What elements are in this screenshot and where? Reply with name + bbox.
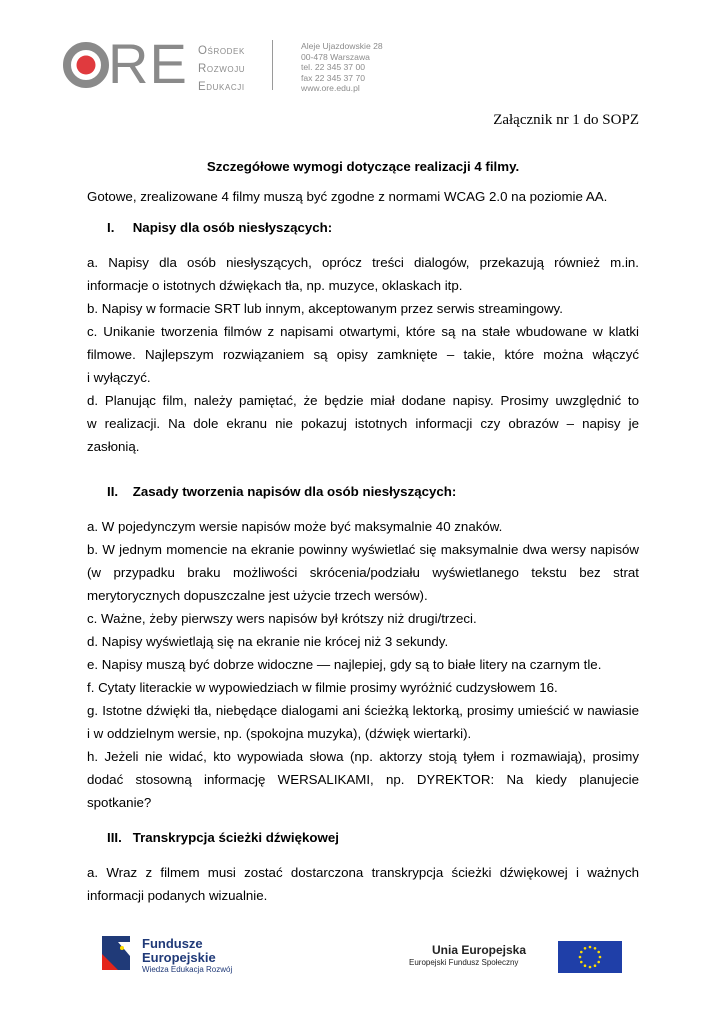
text-line: informacji podanych wizualnie. — [87, 888, 268, 903]
text-line: filmowe. Najlepszym rozwiązaniem są opisy zamknięte – takie, które można włączyć — [87, 347, 639, 362]
section-heading-3 — [107, 826, 339, 849]
text-line: spotkanie? — [87, 795, 152, 810]
annex-label: Załącznik nr 1 do SOPZ — [493, 112, 639, 128]
eu-title: Unia Europejska — [432, 943, 527, 957]
text-line: w realizacji. Na dole ekranu nie pokazuj istotnych informacji czy obrazów – napisy je — [87, 416, 639, 431]
text-line: a. Napisy dla osób niesłyszących, oprócz treści dialogów, przekazują również m.in. — [87, 255, 639, 270]
text-line: h. Jeżeli nie widać, kto wypowiada słowa (np. aktorzy stoją tyłem i rozmawiają), prosimy — [87, 749, 639, 764]
fe-title-line1: Fundusze — [142, 936, 203, 951]
section-title: Zasady tworzenia napisów dla osób niesłyszących: — [132, 484, 457, 499]
text-line: g. Istotne dźwięki tła, niebędące dialogami ani ścieżką lektorką, prosimy umieścić w nawiasie — [87, 703, 639, 718]
section-heading-2 — [107, 480, 456, 503]
section-heading-1 — [107, 216, 332, 239]
text-line: dodać stosowną informację WERSALIKAMI, np. DYREKTOR: Na kiedy planujecie — [87, 772, 639, 787]
text-line: e. Napisy muszą być dobrze widoczne — najlepiej, gdy są to białe litery na czarnym tle. — [87, 657, 602, 672]
org-name-line: Edukacji — [198, 81, 245, 93]
paragraph-2f — [87, 676, 639, 699]
text-line: i wyłączyć. — [87, 370, 151, 385]
text-line: a. W pojedynczym wersie napisów może być maksymalnie 40 znaków. — [87, 519, 503, 534]
address-line: www.ore.edu.pl — [301, 83, 360, 94]
eu-flag-icon — [558, 941, 622, 973]
org-name-line: Rozwoju — [198, 63, 246, 75]
address-line: tel. 22 345 37 00 — [301, 62, 366, 73]
text-line: (w przypadku braku możliwości skrócenia/podziału wyświetlanego tekstu bez strat — [87, 565, 639, 580]
header-divider — [272, 40, 273, 90]
address-line: fax 22 345 37 70 — [301, 72, 366, 83]
section-title: Transkrypcja ścieżki dźwiękowej — [132, 830, 339, 845]
text-line: c. Ważne, żeby pierwszy wers napisów był krótszy niż drugi/trzeci. — [87, 611, 477, 626]
section-title: Napisy dla osób niesłyszących: — [132, 220, 333, 235]
document-title: Szczegółowe wymogi dotyczące realizacji 4 filmy. — [206, 159, 520, 174]
ore-logo-ring-icon — [62, 41, 110, 89]
eu-fund-name: Europejski Fundusz Społeczny — [409, 958, 519, 967]
paragraph-2c — [87, 607, 639, 630]
address-line: Aleje Ujazdowskie 28 — [301, 41, 383, 51]
org-name — [198, 42, 245, 96]
text-line: a. Wraz z filmem musi zostać dostarczona transkrypcja ścieżki dźwiękowej i ważnych — [87, 865, 639, 880]
paragraph-1c — [87, 320, 639, 389]
text-line: merytorycznych dopuszczalne jest użycie trzech wersów). — [87, 588, 428, 603]
paragraph-2a — [87, 515, 639, 538]
paragraph-2g — [87, 699, 639, 745]
text-line: informacje o istotnych dźwiękach tła, np. muzyce, oklaskach itp. — [87, 278, 463, 293]
section-number: II. — [107, 484, 119, 499]
org-address — [301, 41, 383, 94]
paragraph-2d — [87, 630, 639, 653]
text-line: b. W jednym momencie na ekranie powinny wyświetlać się maksymalnie dwa wersy napisów — [87, 542, 639, 557]
text-line: zasłonią. — [87, 439, 140, 454]
fe-tagline: Wiedza Edukacja Rozwój — [142, 965, 233, 974]
letterhead — [0, 0, 725, 105]
paragraph-2h — [87, 745, 639, 814]
paragraph-1a — [87, 251, 639, 297]
paragraph-2b — [87, 538, 639, 607]
fundusze-europejskie-logo-icon — [98, 934, 134, 972]
text-line: i w oddzielnym wersie, np. (spokojna muzyka), (dźwięk wiertarki). — [87, 726, 472, 741]
paragraph-1d — [87, 389, 639, 458]
text-line: b. Napisy w formacie SRT lub innym, akceptowanym przez serwis streamingowy. — [87, 301, 563, 316]
text-line: f. Cytaty literackie w wypowiedziach w filmie prosimy wyróżnić cudzysłowem 16. — [87, 680, 558, 695]
section-number: I. — [107, 220, 115, 235]
paragraph-1b — [87, 297, 639, 320]
section-number: III. — [107, 830, 122, 845]
address-line: 00-478 Warszawa — [301, 51, 370, 62]
text-line: c. Unikanie tworzenia filmów z napisami otwartymi, które są na stałe wbudowane w klatki — [87, 324, 639, 339]
paragraph-3a — [87, 861, 639, 907]
intro-paragraph: Gotowe, zrealizowane 4 filmy muszą być zgodne z normami WCAG 2.0 na poziomie AA. — [87, 189, 608, 204]
org-name-line: Ośrodek — [198, 45, 245, 57]
text-line: d. Planując film, należy pamiętać, że będzie miał dodane napisy. Prosimy uwzględnić to — [87, 393, 639, 408]
text-line: d. Napisy wyświetlają się na ekranie nie krócej niż 3 sekundy. — [87, 634, 449, 649]
fe-title-line2: Europejskie — [142, 950, 216, 965]
ore-logo-text: RE — [108, 32, 188, 95]
paragraph-2e — [87, 653, 639, 676]
